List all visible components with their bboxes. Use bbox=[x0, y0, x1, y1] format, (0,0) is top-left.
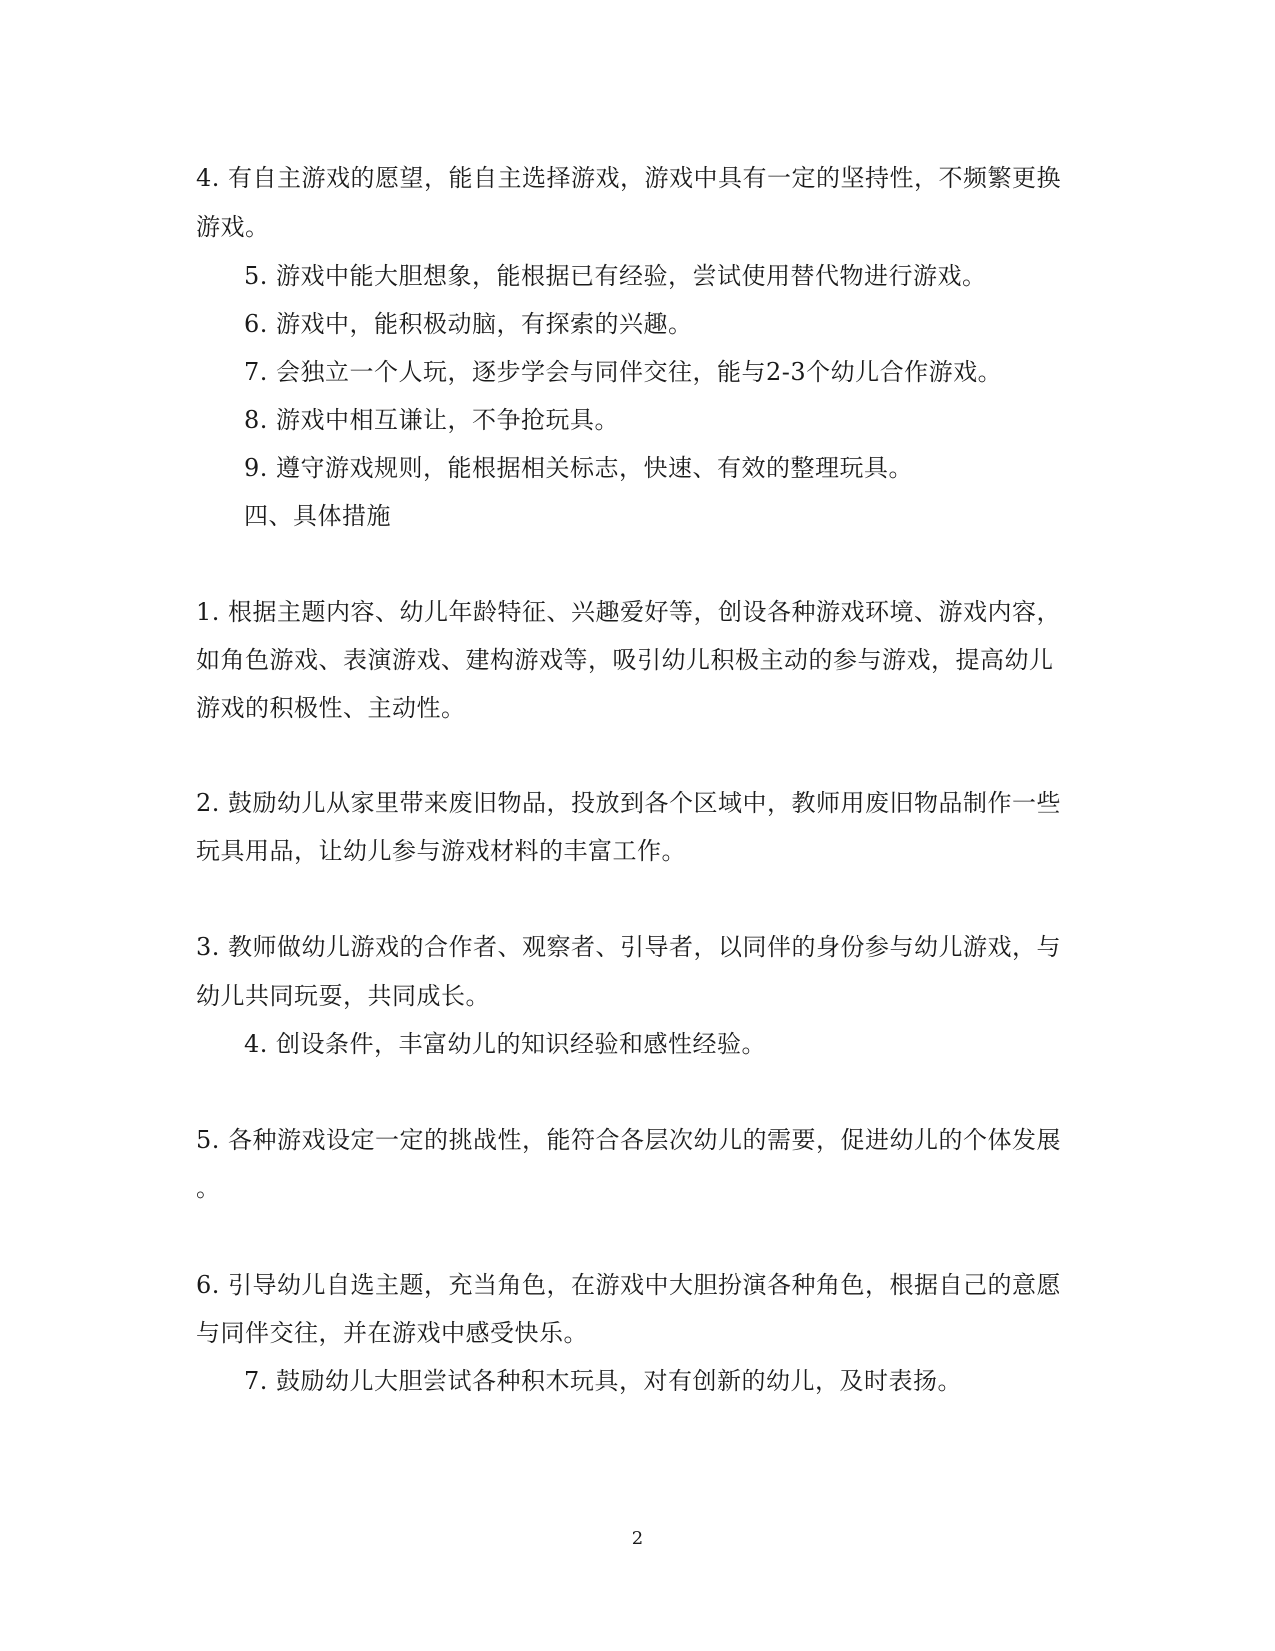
text-line: 4. 创设条件，丰富幼儿的知识经验和感性经验。 bbox=[244, 1030, 767, 1058]
text-line: 游戏。 bbox=[196, 213, 270, 241]
text-line: 5. 游戏中能大胆想象，能根据已有经验，尝试使用替代物进行游戏。 bbox=[244, 262, 987, 290]
text-line: 4. 有自主游戏的愿望，能自主选择游戏，游戏中具有一定的坚持性，不频繁更换 bbox=[196, 164, 1062, 192]
text-line: 如角色游戏、表演游戏、建构游戏等，吸引幼儿积极主动的参与游戏，提高幼儿 bbox=[196, 646, 1054, 674]
text-line: 6. 游戏中，能积极动脑，有探索的兴趣。 bbox=[244, 310, 693, 338]
text-line: 3. 教师做幼儿游戏的合作者、观察者、引导者，以同伴的身份参与幼儿游戏，与 bbox=[196, 933, 1062, 961]
text-line: 1. 根据主题内容、幼儿年龄特征、兴趣爱好等，创设各种游戏环境、游戏内容， bbox=[196, 598, 1062, 626]
text-line: 7. 会独立一个人玩，逐步学会与同伴交往，能与2-3个幼儿合作游戏。 bbox=[244, 358, 1003, 386]
text-line: 7. 鼓励幼儿大胆尝试各种积木玩具，对有创新的幼儿，及时表扬。 bbox=[244, 1367, 963, 1395]
text-line: 玩具用品，让幼儿参与游戏材料的丰富工作。 bbox=[196, 837, 686, 865]
section-heading: 四、具体措施 bbox=[244, 502, 391, 530]
text-line: 幼儿共同玩耍，共同成长。 bbox=[196, 982, 490, 1010]
text-line: 9. 遵守游戏规则，能根据相关标志，快速、有效的整理玩具。 bbox=[244, 454, 914, 482]
page-number: 2 bbox=[631, 1528, 644, 1549]
text-line: 游戏的积极性、主动性。 bbox=[196, 694, 466, 722]
text-line: 8. 游戏中相互谦让，不争抢玩具。 bbox=[244, 406, 620, 434]
text-line: 5. 各种游戏设定一定的挑战性，能符合各层次幼儿的需要，促进幼儿的个体发展 bbox=[196, 1126, 1062, 1154]
text-line: 。 bbox=[196, 1174, 221, 1202]
text-line: 2. 鼓励幼儿从家里带来废旧物品，投放到各个区域中，教师用废旧物品制作一些 bbox=[196, 789, 1062, 817]
text-line: 6. 引导幼儿自选主题，充当角色，在游戏中大胆扮演各种角色，根据自己的意愿 bbox=[196, 1271, 1062, 1299]
text-line: 与同伴交往，并在游戏中感受快乐。 bbox=[196, 1319, 588, 1347]
